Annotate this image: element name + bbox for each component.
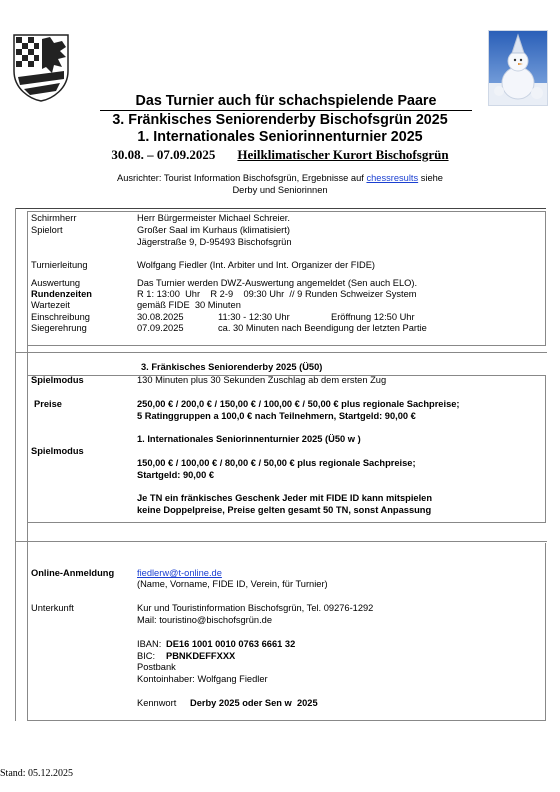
siegerehrung-label: Siegerehrung xyxy=(31,323,87,333)
preise-label: Preise xyxy=(34,399,62,409)
bic-value: PBNKDEFFXXX xyxy=(166,651,236,661)
bic-label: BIC: xyxy=(137,651,156,661)
spielort-label: Spielort xyxy=(31,225,63,235)
spielmodus2-label: Spielmodus xyxy=(31,446,84,456)
kennwort-value: Derby 2025 oder Sen w 2025 xyxy=(190,698,318,708)
box1-bottom xyxy=(27,345,546,346)
auswertung-label: Auswertung xyxy=(31,278,81,288)
online-email-link[interactable]: fiedlerw@t-online.de xyxy=(137,568,222,578)
online-label: Online-Anmeldung xyxy=(31,568,115,578)
title-couples: Das Turnier auch für schachspielende Paare xyxy=(100,93,472,111)
einschreibung-label: Einschreibung xyxy=(31,312,90,322)
einschreibung-date: 30.08.2025 xyxy=(137,312,184,322)
frame-right-2 xyxy=(545,375,546,523)
rundenzeiten-label: Rundenzeiten xyxy=(31,289,92,299)
women-heading: 1. Internationales Seniorinnenturnier 2025 (Ü50 w ) xyxy=(137,434,361,444)
note2: keine Doppelpreise, Preise gelten gesamt 50 TN, sonst Anpassung xyxy=(137,505,432,515)
organizer-line xyxy=(60,172,500,184)
turnierleitung-label: Turnierleitung xyxy=(31,260,88,270)
note1: Je TN ein fränkisches Geschenk Jeder mit FIDE ID kann mitspielen xyxy=(137,493,433,503)
frame-inner-left xyxy=(27,211,28,721)
preise-line1: 250,00 € / 200,0 € / 150,00 € / 100,00 € / 50,00 € plus regionale Sachpreise; xyxy=(137,399,460,409)
derby-line: Derby und Seniorinnen xyxy=(232,185,328,195)
spielort-value2: Jägerstraße 9, D-95493 Bischofsgrün xyxy=(137,237,292,247)
rundenzeiten-value: R 1: 13:00 Uhr R 2-9 09:30 Uhr // 9 Runden Schweizer System xyxy=(137,289,417,299)
derby-heading: 3. Fränkisches Seniorenderby 2025 (Ü50) xyxy=(141,362,323,372)
stand-date: Stand: 05.12.2025 xyxy=(0,768,74,779)
iban-value: DE16 1001 0010 0763 6661 32 xyxy=(166,639,296,649)
schirmherr-value: Herr Bürgermeister Michael Schreier. xyxy=(137,213,290,223)
einschreibung-open: Eröffnung 12:50 Uhr xyxy=(331,312,415,322)
snowman-photo xyxy=(488,30,548,106)
kennwort-label: Kennwort xyxy=(137,698,177,708)
organizer-prefix: Ausrichter: Tourist Information Bischofsgrün, Ergebnisse auf xyxy=(117,173,364,183)
unterkunft-label: Unterkunft xyxy=(31,603,74,613)
online-note: (Name, Vorname, FIDE ID, Verein, für Turnier) xyxy=(137,579,328,589)
wartezeit-value: gemäß FIDE 30 Minuten xyxy=(137,300,241,310)
auswertung-value: Das Turnier werden DWZ-Auswertung angemeldet (Sen auch ELO). xyxy=(137,278,418,288)
preise-line2: 5 Ratinggruppen a 100,0 € nach Teilnehmern, Startgeld: 90,00 € xyxy=(137,411,416,421)
spielort-value1: Großer Saal im Kurhaus (klimatisiert) xyxy=(137,225,290,235)
frame-right-3 xyxy=(545,543,546,721)
unterkunft-value: Kur und Touristinformation Bischofsgrün, Tel. 09276-1292 xyxy=(137,603,374,613)
women-prizes2: Startgeld: 90,00 € xyxy=(137,470,214,480)
organizer-suffix: siehe xyxy=(420,173,443,183)
wartezeit-label: Wartezeit xyxy=(31,300,70,310)
schirmherr-label: Schirmherr xyxy=(31,213,77,223)
iban-label: IBAN: xyxy=(137,639,162,649)
turnierleitung-value: Wolfgang Fiedler (Int. Arbiter und Int. Organizer der FIDE) xyxy=(137,260,376,270)
women-prizes1: 150,00 € / 100,00 € / 80,00 € / 50,00 € plus regionale Sachpreise; xyxy=(137,458,416,468)
chessresults-link[interactable]: chessresults xyxy=(366,173,419,183)
siegerehrung-time: ca. 30 Minuten nach Beendigung der letzten Partie xyxy=(218,323,427,333)
divider-top xyxy=(15,208,546,209)
einschreibung-time: 11:30 - 12:30 Uhr xyxy=(218,312,290,322)
place: Heilklimatischer Kurort Bischofsgrün xyxy=(237,147,449,162)
frame-left xyxy=(15,208,16,721)
box3-bottom xyxy=(27,720,546,721)
divider-lower xyxy=(15,541,547,542)
frame-right-1 xyxy=(545,211,546,346)
box2-bottom xyxy=(27,522,546,523)
dates: 30.08. – 07.09.2025 xyxy=(111,147,216,162)
dates-line xyxy=(60,147,500,163)
title-seniorenderby: 3. Fränkisches Seniorenderby Bischofsgrün 2025 xyxy=(112,112,448,128)
divider-mid xyxy=(15,352,547,353)
siegerehrung-date: 07.09.2025 xyxy=(137,323,184,333)
coat-of-arms-icon xyxy=(12,33,70,103)
spielmodus-value: 130 Minuten plus 30 Sekunden Zuschlag ab dem ersten Zug xyxy=(137,375,387,385)
unterkunft-mail: Mail: touristino@bischofsgrün.de xyxy=(137,615,273,625)
title-seniorinnenturnier: 1. Internationales Seniorinnenturnier 2025 xyxy=(137,129,423,145)
kontoinhaber: Kontoinhaber: Wolfgang Fiedler xyxy=(137,674,268,684)
spielmodus-label: Spielmodus xyxy=(31,375,84,385)
bank-name: Postbank xyxy=(137,662,176,672)
